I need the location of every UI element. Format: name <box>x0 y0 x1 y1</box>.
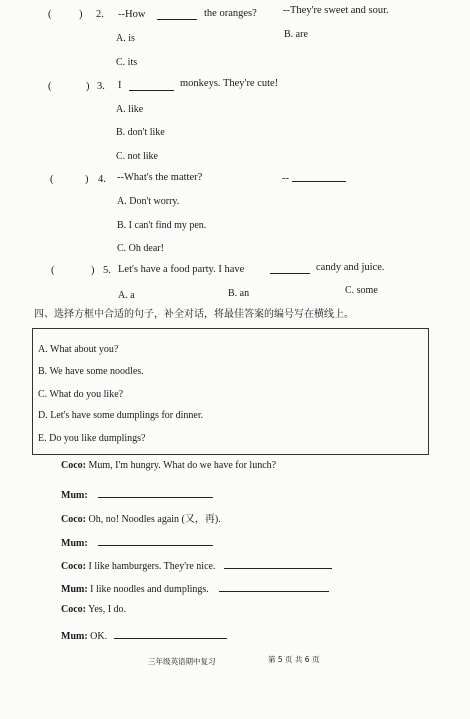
speaker: Coco: <box>61 460 86 471</box>
speaker: Mum: <box>61 490 88 501</box>
paren-close: ) <box>91 265 95 276</box>
box-option-a: A. What about you? <box>38 344 119 355</box>
paren-close: ) <box>86 81 90 92</box>
question-number: 2. <box>96 9 104 20</box>
box-option-b: B. We have some noodles. <box>38 366 144 377</box>
question-stem-end: candy and juice. <box>316 262 385 273</box>
option-a: A. is <box>116 33 135 44</box>
speaker: Coco: <box>61 514 86 525</box>
answer-blank[interactable] <box>224 558 332 569</box>
question-number: 5. <box>103 265 111 276</box>
question-number: 3. <box>97 81 105 92</box>
option-a: A. like <box>116 104 144 115</box>
option-c: C. Oh dear! <box>117 243 164 254</box>
dialogue-line <box>61 535 213 549</box>
dialogue-line <box>61 510 221 525</box>
paren-open: ( <box>50 174 54 185</box>
speaker: Mum: <box>61 538 88 549</box>
option-c: C. not like <box>116 151 158 162</box>
option-c: C. its <box>116 57 138 68</box>
dialogue-line <box>61 628 227 642</box>
box-option-c: C. What do you like? <box>38 389 124 400</box>
dialogue-line <box>61 558 332 572</box>
line-text: I like hamburgers. They're nice. <box>88 561 216 572</box>
box-option-e: E. Do you like dumplings? <box>38 433 146 444</box>
reply-prefix: -- <box>282 173 289 184</box>
question-number: 4. <box>98 174 106 185</box>
option-b: B. don't like <box>116 127 165 138</box>
option-c: C. some <box>345 285 378 296</box>
answer-blank[interactable] <box>157 9 197 20</box>
question-stem: --How <box>118 9 146 20</box>
line-text: Yes, I do. <box>88 604 127 615</box>
answer-blank[interactable] <box>98 535 213 546</box>
line-text: I like noodles and dumplings. <box>90 584 209 595</box>
speaker: Mum: <box>61 631 88 642</box>
answer-blank[interactable] <box>270 263 310 274</box>
line-text: Oh, no! Noodles again (又，再). <box>88 514 221 525</box>
answer-blank[interactable] <box>292 171 346 182</box>
paren-close: ) <box>85 174 89 185</box>
question-stem-end: the oranges? <box>204 8 257 19</box>
option-b: B. I can't find my pen. <box>117 220 207 231</box>
answer-blank[interactable] <box>129 80 174 91</box>
option-b: B. are <box>284 29 308 40</box>
option-b: B. an <box>228 288 250 299</box>
paren-close: ) <box>79 9 83 20</box>
question-stem: Let's have a food party. I have <box>118 264 245 275</box>
speaker: Coco: <box>61 604 86 615</box>
box-option-d: D. Let's have some dumplings for dinner. <box>38 410 204 421</box>
footer-title: 三年级英语期中复习 <box>148 657 216 666</box>
dialogue-line <box>61 581 329 595</box>
answer-blank[interactable] <box>98 487 213 498</box>
question-stem: I <box>118 80 122 91</box>
dialogue-line <box>61 487 213 501</box>
dialogue-line <box>61 460 276 471</box>
paren-open: ( <box>51 265 55 276</box>
paren-open: ( <box>48 81 52 92</box>
question-stem-end: monkeys. They're cute! <box>180 78 279 89</box>
line-text: OK. <box>90 631 108 642</box>
answer-blank[interactable] <box>219 581 329 592</box>
page-number: 第 5 页 共 6 页 <box>268 655 320 664</box>
dialogue-line <box>61 604 126 615</box>
line-text: Mum, I'm hungry. What do we have for lunch? <box>88 460 277 471</box>
paren-open: ( <box>48 9 52 20</box>
section-title: 四、选择方框中合适的句子，补全对话，将最佳答案的编号写在横线上。 <box>34 309 354 320</box>
question-stem: --What's the matter? <box>117 172 203 183</box>
question-reply: --They're sweet and sour. <box>283 5 389 16</box>
answer-blank[interactable] <box>114 628 227 639</box>
speaker: Mum: <box>61 584 88 595</box>
option-a: A. Don't worry. <box>117 196 180 207</box>
speaker: Coco: <box>61 561 86 572</box>
option-a: A. a <box>118 290 135 301</box>
